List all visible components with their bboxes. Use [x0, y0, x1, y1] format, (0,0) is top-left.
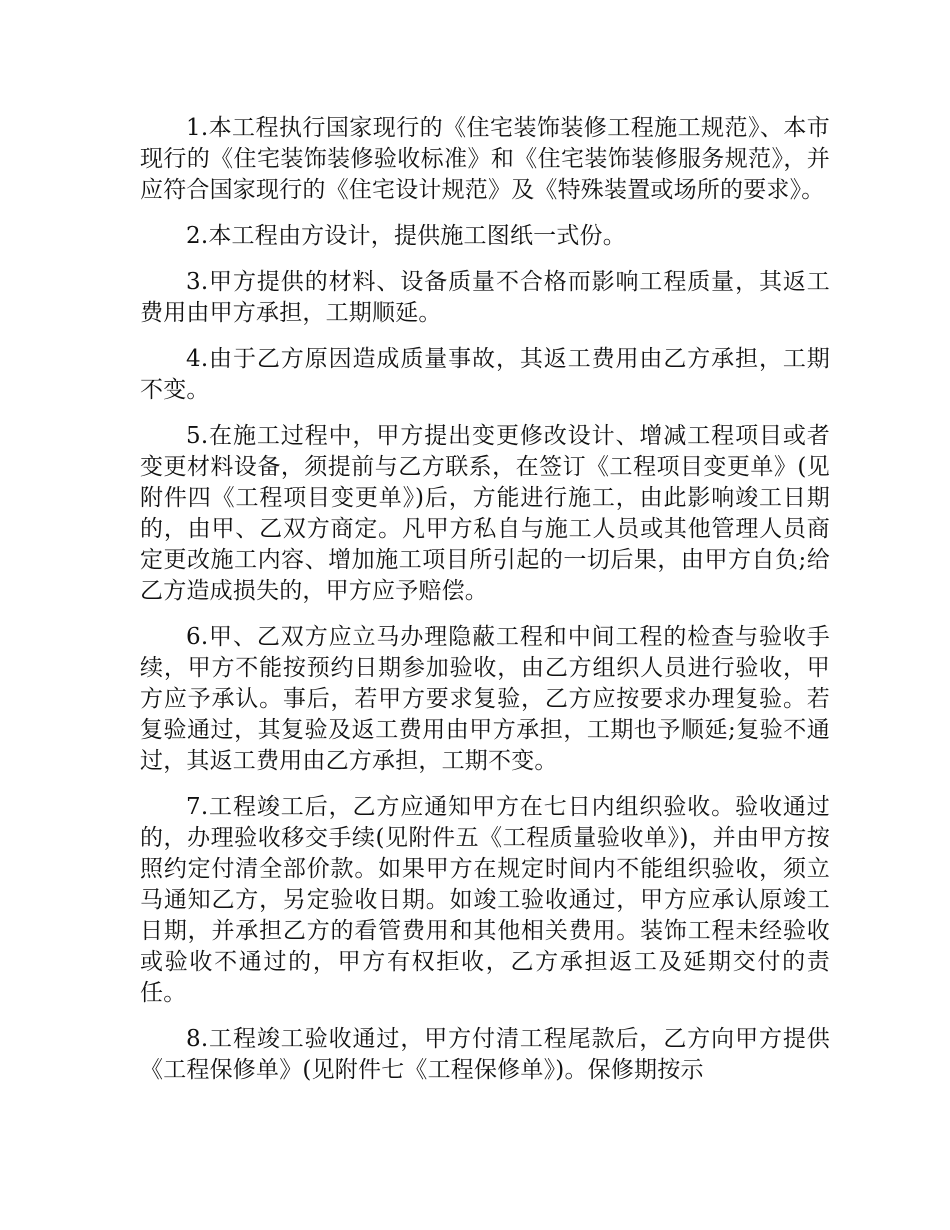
clause-8-paragraph: 8.工程竣工验收通过，甲方付清工程尾款后，乙方向甲方提供《工程保修单》(见附件七《工程保修单》)。保修期按示	[140, 1026, 830, 1083]
clause-5-paragraph: 5.在施工过程中，甲方提出变更修改设计、增减工程项目或者变更材料设备，须提前与乙方联系，在签订《工程项目变更单》(见附件四《工程项目变更单》)后，方能进行施工，由此影响竣工日期的，由甲、乙双方商定。凡甲方私自与施工人员或其他管理人员商定更改施工内容、增加施工项目所引起的一切后果，由甲方自负;给乙方造成损失的，甲方应予赔偿。	[140, 423, 830, 604]
clause-4-paragraph: 4.由于乙方原因造成质量事故，其返工费用由乙方承担，工期不变。	[140, 346, 830, 403]
clause-7-paragraph: 7.工程竣工后，乙方应通知甲方在七日内组织验收。验收通过的，办理验收移交手续(见附件五《工程质量验收单》)，并由甲方按照约定付清全部价款。如果甲方在规定时间内不能组织验收，须立马通知乙方，另定验收日期。如竣工验收通过，甲方应承认原竣工日期，并承担乙方的看管费用和其他相关费用。装饰工程未经验收或验收不通过的，甲方有权拒收，乙方承担返工及延期交付的责任。	[140, 794, 830, 1006]
clause-1-paragraph: 1.本工程执行国家现行的《住宅装饰装修工程施工规范》、本市现行的《住宅装饰装修验收标准》和《住宅装饰装修服务规范》，并应符合国家现行的《住宅设计规范》及《特殊装置或场所的要求》。	[140, 115, 830, 203]
clause-2-paragraph: 2.本工程由方设计，提供施工图纸一式份。	[186, 223, 626, 249]
document-page	[140, 113, 830, 1101]
clause-3-paragraph: 3.甲方提供的材料、设备质量不合格而影响工程质量，其返工费用由甲方承担，工期顺延。	[140, 269, 830, 326]
clause-6-paragraph: 6.甲、乙双方应立马办理隐蔽工程和中间工程的检查与验收手续，甲方不能按预约日期参加验收，由乙方组织人员进行验收，甲方应予承认。事后，若甲方要求复验，乙方应按要求办理复验。若复验通过，其复验及返工费用由甲方承担，工期也予顺延;复验不通过，其返工费用由乙方承担，工期不变。	[140, 624, 830, 774]
